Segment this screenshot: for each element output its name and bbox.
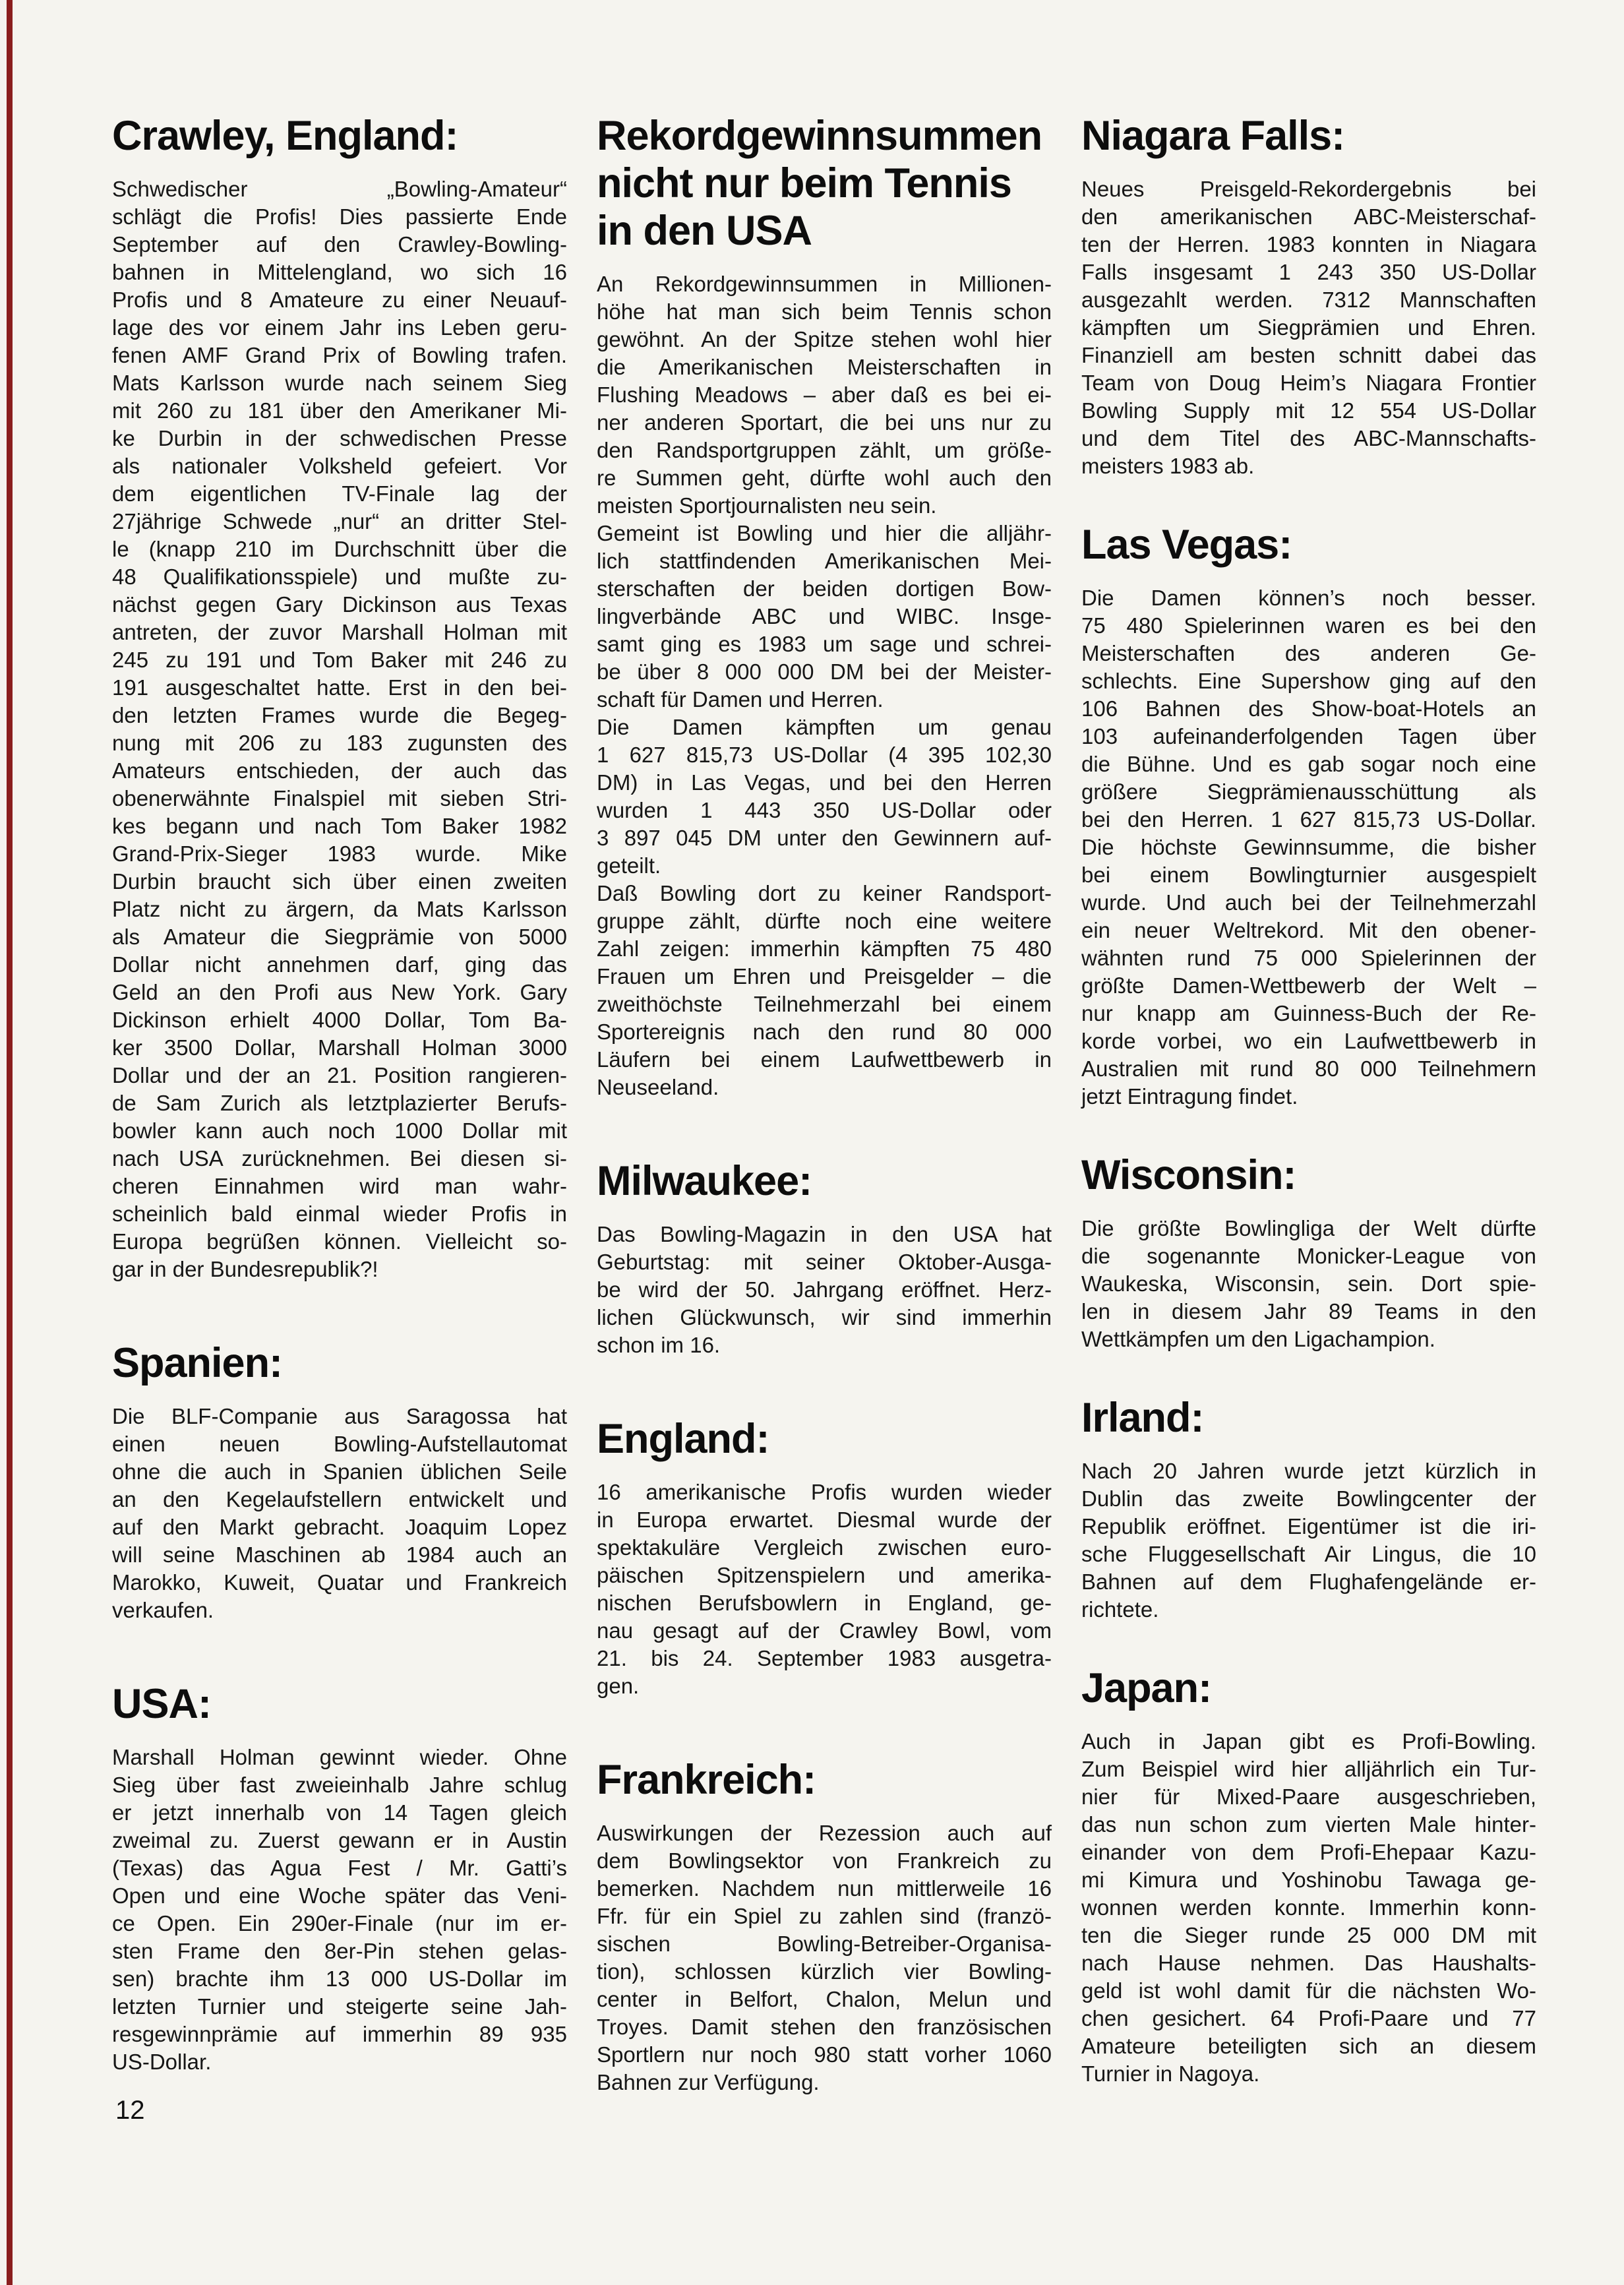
text-line: ker 3500 Dollar, Marshall Holman 3000: [112, 1035, 567, 1060]
text-line: richtete.: [1081, 1597, 1159, 1622]
text-line: Platz nicht zu ärgern, da Mats Karlsson: [112, 897, 567, 921]
page-number: 12: [115, 2096, 145, 2125]
text-line: ce Open. Ein 290er-Finale (nur im er-: [112, 1911, 567, 1935]
text-line: lage des vor einem Jahr ins Leben geru-: [112, 315, 567, 340]
text-line: Marshall Holman gewinnt wieder. Ohne: [112, 1745, 567, 1769]
article-heading: [1081, 1664, 1536, 1712]
text-line: bowler kann auch noch 1000 Dollar mit: [112, 1118, 567, 1143]
column-middle: [597, 112, 1052, 2096]
text-line: nau gesagt auf der Crawley Bowl, vom: [597, 1618, 1052, 1643]
text-line: wurde. Und auch bei der Teilnehmerzahl: [1081, 890, 1536, 915]
text-line: ein neuer Weltrekord. Mit den obener-: [1081, 918, 1536, 942]
article-irland: [1081, 1394, 1536, 1624]
article-crawley-england: [112, 112, 567, 1283]
text-line: Auswirkungen der Rezession auch auf: [597, 1821, 1052, 1845]
article-heading-line: in den USA: [597, 208, 812, 254]
text-line: gar in der Bundesrepublik?!: [112, 1257, 378, 1281]
text-line: schon im 16.: [597, 1333, 721, 1357]
text-line: nur knapp am Guinness-Buch der Re-: [1081, 1001, 1536, 1025]
text-line: DM) in Las Vegas, und bei den Herren: [597, 770, 1052, 795]
article-heading-line: USA:: [112, 1681, 211, 1727]
text-line: als Amateur die Siegprämie von 5000: [112, 925, 567, 949]
text-line: den Randsportgruppen zählt, um größe-: [597, 438, 1052, 462]
article-heading: [1081, 112, 1536, 160]
paragraph: [597, 1478, 1052, 1700]
article-heading-line: Irland:: [1081, 1395, 1204, 1441]
text-line: ohne die auch in Spanien üblichen Seile: [112, 1459, 567, 1484]
text-line: scheinlich bald einmal wieder Profis in: [112, 1202, 567, 1226]
text-line: Dublin das zweite Bowlingcenter der: [1081, 1486, 1536, 1511]
text-line: als nationaler Volksheld gefeiert. Vor: [112, 454, 567, 478]
article-heading-line: Niagara Falls:: [1081, 113, 1345, 159]
article-heading: [597, 1157, 1052, 1205]
text-line: meisten Sportjournalisten neu sein.: [597, 493, 937, 518]
text-line: will seine Maschinen ab 1984 auch an: [112, 1542, 567, 1567]
paragraph: [112, 1744, 567, 2076]
text-line: Republik eröffnet. Eigentümer ist die iri-: [1081, 1514, 1536, 1539]
text-line: gen.: [597, 1674, 640, 1698]
text-line: Amateure beteiligten sich an diesem: [1081, 2034, 1536, 2058]
paragraph: [597, 880, 1052, 1101]
text-line: 16 amerikanische Profis wurden wieder: [597, 1480, 1052, 1504]
text-line: Waukeska, Wisconsin, sein. Dort spie-: [1081, 1271, 1536, 1296]
text-line: kes begann und nach Tom Baker 1982: [112, 814, 567, 838]
text-line: center in Belfort, Chalon, Melun und: [597, 1987, 1052, 2011]
article-heading: [112, 1339, 567, 1387]
text-line: geteilt.: [597, 853, 661, 878]
text-line: 21. bis 24. September 1983 ausgetra-: [597, 1646, 1052, 1670]
text-line: gewöhnt. An der Spitze stehen wohl hier: [597, 327, 1052, 351]
text-line: nischen Berufsbowlern in England, ge-: [597, 1591, 1052, 1615]
text-line: gruppe zählt, dürfte noch eine weitere: [597, 909, 1052, 933]
text-line: Sportlern nur noch 980 statt vorher 1060: [597, 2042, 1052, 2067]
text-line: fenen AMF Grand Prix of Bowling trafen.: [112, 343, 567, 367]
text-line: Daß Bowling dort zu keiner Randsport-: [597, 881, 1052, 905]
text-line: Dickinson erhielt 4000 Dollar, Tom Ba-: [112, 1008, 567, 1032]
text-line: Die Damen können’s noch besser.: [1081, 586, 1536, 610]
text-line: mi Kimura und Yoshinobu Tawaga ge-: [1081, 1868, 1536, 1892]
text-line: Zum Beispiel wird hier alljährlich ein Tur-: [1081, 1757, 1536, 1781]
text-line: cheren Einnahmen wird man wahr-: [112, 1174, 567, 1198]
text-line: schlägt die Profis! Dies passierte Ende: [112, 204, 567, 229]
text-line: letzten Turnier und steigerte seine Jah-: [112, 1994, 567, 2019]
text-line: lich stattfindenden Amerikanischen Mei-: [597, 549, 1052, 573]
text-line: größere Siegprämienausschüttung als: [1081, 779, 1536, 804]
article-heading-line: Spanien:: [112, 1340, 283, 1386]
text-line: Turnier in Nagoya.: [1081, 2061, 1260, 2086]
article-heading: [112, 1680, 567, 1728]
text-line: Die Damen kämpften um genau: [597, 715, 1052, 739]
text-line: Europa begrüßen können. Vielleicht so-: [112, 1229, 567, 1254]
text-line: nung mit 206 zu 183 zugunsten des: [112, 731, 567, 755]
text-line: bahnen in Mittelengland, wo sich 16: [112, 260, 567, 284]
paragraph: [1081, 1457, 1536, 1624]
article-heading: [112, 112, 567, 160]
text-line: größte Damen-Wettbewerb der Welt –: [1081, 973, 1536, 998]
text-line: 3 897 045 DM unter den Gewinnern auf-: [597, 826, 1052, 850]
text-line: Finanziell am besten schnitt dabei das: [1081, 343, 1536, 367]
text-line: Mats Karlsson wurde nach seinem Sieg: [112, 371, 567, 395]
paragraph: [112, 1403, 567, 1624]
text-line: Sportereignis nach den rund 80 000: [597, 1020, 1052, 1044]
text-line: meisters 1983 ab.: [1081, 454, 1255, 478]
paragraph: [1081, 1215, 1536, 1353]
text-line: 191 ausgeschaltet hatte. Erst in den bei-: [112, 675, 567, 700]
text-line: Wettkämpfen um den Ligachampion.: [1081, 1327, 1435, 1351]
text-line: (Texas) das Agua Fest / Mr. Gatti’s: [112, 1856, 567, 1880]
text-line: Falls insgesamt 1 243 350 US-Dollar: [1081, 260, 1536, 284]
text-line: wurden 1 443 350 US-Dollar oder: [597, 798, 1052, 822]
text-line: ke Durbin in der schwedischen Presse: [112, 426, 567, 450]
text-line: bei den Herren. 1 627 815,73 US-Dollar.: [1081, 807, 1536, 832]
article-heading: [597, 112, 1052, 255]
text-line: an den Kegelaufstellern entwickelt und: [112, 1487, 567, 1511]
text-line: Ffr. für ein Spiel zu zahlen sind (franzö-: [597, 1904, 1052, 1928]
text-line: den letzten Frames wurde die Begeg-: [112, 703, 567, 727]
text-line: die sogenannte Monicker-League von: [1081, 1244, 1536, 1268]
text-line: Flushing Meadows – aber daß es bei ei-: [597, 382, 1052, 407]
text-line: Sieg über fast zweieinhalb Jahre schlug: [112, 1773, 567, 1797]
article-rekordgewinnsummen-nicht-nur-beim-tennis-in-den-usa: [597, 112, 1052, 1101]
text-line: Profis und 8 Amateure zu einer Neuauf-: [112, 288, 567, 312]
article-japan: [1081, 1664, 1536, 2088]
text-line: wonnen werden konnte. Immerhin konn-: [1081, 1895, 1536, 1920]
article-heading: [1081, 1151, 1536, 1199]
text-line: nach USA zurücknehmen. Bei diesen si-: [112, 1146, 567, 1171]
paragraph: [597, 520, 1052, 714]
text-line: Amateurs entschieden, der auch das: [112, 758, 567, 783]
text-line: wähnten rund 75 000 Spielerinnen der: [1081, 946, 1536, 970]
paragraph: [597, 1221, 1052, 1359]
text-line: ten der Herren. 1983 konnten in Niagara: [1081, 232, 1536, 257]
article-heading-line: England:: [597, 1416, 769, 1462]
text-line: Durbin braucht sich über einen zweiten: [112, 869, 567, 894]
text-line: September auf den Crawley-Bowling-: [112, 232, 567, 257]
text-line: de Sam Zurich als letztplazierter Berufs-: [112, 1091, 567, 1115]
article-heading-line: nicht nur beim Tennis: [597, 160, 1011, 206]
text-line: er jetzt innerhalb von 14 Tagen gleich: [112, 1800, 567, 1825]
text-line: lingverbände ABC und WIBC. Insge-: [597, 604, 1052, 628]
text-line: dem eigentlichen TV-Finale lag der: [112, 481, 567, 506]
text-line: sterschaften der beiden dortigen Bow-: [597, 576, 1052, 601]
text-line: die Amerikanischen Meisterschaften in: [597, 355, 1052, 379]
text-line: Grand-Prix-Sieger 1983 wurde. Mike: [112, 841, 567, 866]
article-england: [597, 1415, 1052, 1700]
text-line: zweithöchste Teilnehmerzahl bei einem: [597, 992, 1052, 1016]
text-line: Zahl zeigen: immerhin kämpften 75 480: [597, 936, 1052, 961]
text-line: nächst gegen Gary Dickinson aus Texas: [112, 592, 567, 617]
text-line: schaft für Damen und Herren.: [597, 687, 884, 712]
text-line: sche Fluggesellschaft Air Lingus, die 10: [1081, 1542, 1536, 1566]
text-line: 48 Qualifikationsspiele) und mußte zu-: [112, 564, 567, 589]
text-line: samt ging es 1983 um sage und schrei-: [597, 632, 1052, 656]
text-line: auf den Markt gebracht. Joaquim Lopez: [112, 1515, 567, 1539]
paragraph: [597, 714, 1052, 880]
article-niagara-falls: [1081, 112, 1536, 480]
text-line: ten die Sieger runde 25 000 DM mit: [1081, 1923, 1536, 1947]
article-heading-line: Las Vegas:: [1081, 522, 1292, 568]
text-line: An Rekordgewinnsummen in Millionen-: [597, 272, 1052, 296]
text-line: be über 8 000 000 DM bei der Meister-: [597, 659, 1052, 684]
text-line: Gemeint ist Bowling und hier die alljähr-: [597, 521, 1052, 545]
text-line: Neues Preisgeld-Rekordergebnis bei: [1081, 177, 1536, 201]
text-line: den amerikanischen ABC-Meisterschaf-: [1081, 204, 1536, 229]
article-heading-line: Frankreich:: [597, 1757, 816, 1803]
text-line: zweimal zu. Zuerst gewann er in Austin: [112, 1828, 567, 1852]
text-line: bei einem Bowlingturnier ausgespielt: [1081, 863, 1536, 887]
text-line: spektakuläre Vergleich zwischen euro-: [597, 1535, 1052, 1560]
text-line: Bahnen auf dem Flughafengelände er-: [1081, 1569, 1536, 1594]
text-line: Dollar nicht annehmen darf, ging das: [112, 952, 567, 977]
text-line: Team von Doug Heim’s Niagara Frontier: [1081, 371, 1536, 395]
text-line: geld ist wohl damit für die nächsten Wo-: [1081, 1978, 1536, 2003]
text-line: kämpften um Siegprämien und Ehren.: [1081, 315, 1536, 340]
text-line: Das Bowling-Magazin in den USA hat: [597, 1222, 1052, 1246]
text-line: Die höchste Gewinnsumme, die bisher: [1081, 835, 1536, 859]
text-line: päischen Spitzenspielern und amerika-: [597, 1563, 1052, 1587]
text-line: dem Bowlingsektor von Frankreich zu: [597, 1848, 1052, 1873]
text-line: antreten, der zuvor Marshall Holman mit: [112, 620, 567, 644]
article-wisconsin: [1081, 1151, 1536, 1353]
text-line: tion), schlossen kürzlich vier Bowling-: [597, 1959, 1052, 1984]
text-line: le (knapp 210 im Durchschnitt über die: [112, 537, 567, 561]
text-line: einen neuen Bowling-Aufstellautomat: [112, 1432, 567, 1456]
text-line: Neuseeland.: [597, 1075, 719, 1099]
text-line: Bowling Supply mit 12 554 US-Dollar: [1081, 398, 1536, 423]
text-line: 27jährige Schwede „nur“ an dritter Stel-: [112, 509, 567, 533]
text-line: Dollar und der an 21. Position rangieren-: [112, 1063, 567, 1087]
column-right: [1081, 112, 1536, 2088]
text-line: sischen Bowling-Betreiber-Organisa-: [597, 1932, 1052, 1956]
article-heading: [1081, 521, 1536, 568]
article-las-vegas: [1081, 521, 1536, 1111]
text-line: Geburtstag: mit seiner Oktober-Ausga-: [597, 1250, 1052, 1274]
text-line: schlechts. Eine Supershow ging auf den: [1081, 669, 1536, 693]
text-line: Australien mit rund 80 000 Teilnehmern: [1081, 1056, 1536, 1081]
text-line: nier für Mixed-Paare ausgeschrieben,: [1081, 1784, 1536, 1809]
text-line: 1 627 815,73 US-Dollar (4 395 102,30: [597, 743, 1052, 767]
paragraph: [1081, 1728, 1536, 2088]
text-line: 103 aufeinanderfolgenden Tagen über: [1081, 724, 1536, 748]
paragraph: [597, 1819, 1052, 2096]
text-line: US-Dollar.: [112, 2050, 212, 2074]
article-usa: [112, 1680, 567, 2076]
text-line: jetzt Eintragung findet.: [1081, 1084, 1298, 1109]
text-line: die Bühne. Und es gab sogar noch eine: [1081, 752, 1536, 776]
text-line: Schwedischer „Bowling-Amateur“: [112, 177, 567, 201]
paragraph: [1081, 175, 1536, 480]
paragraph: [597, 270, 1052, 520]
article-heading: [597, 1756, 1052, 1804]
article-heading: [597, 1415, 1052, 1463]
article-heading-line: Wisconsin:: [1081, 1152, 1296, 1198]
text-line: Nach 20 Jahren wurde jetzt kürzlich in: [1081, 1459, 1536, 1483]
text-line: korde vorbei, wo ein Laufwettbewerb in: [1081, 1029, 1536, 1053]
article-heading-line: Crawley, England:: [112, 113, 458, 159]
text-line: 245 zu 191 und Tom Baker mit 246 zu: [112, 648, 567, 672]
text-line: Troyes. Damit stehen den französischen: [597, 2015, 1052, 2039]
text-line: Meisterschaften des anderen Ge-: [1081, 641, 1536, 665]
text-line: verkaufen.: [112, 1598, 214, 1622]
article-heading-line: Milwaukee:: [597, 1158, 812, 1204]
text-line: obenerwähnte Finalspiel mit sieben Stri-: [112, 786, 567, 810]
text-line: Bahnen zur Verfügung.: [597, 2070, 820, 2094]
text-line: mit 260 zu 181 über den Amerikaner Mi-: [112, 398, 567, 423]
text-line: re Summen geht, dürfte wohl auch den: [597, 466, 1052, 490]
text-line: Läufern bei einem Laufwettbewerb in: [597, 1047, 1052, 1072]
text-line: einander von dem Profi-Ehepaar Kazu-: [1081, 1840, 1536, 1864]
text-line: sen) brachte ihm 13 000 US-Dollar im: [112, 1966, 567, 1991]
text-line: Open und eine Woche später das Veni-: [112, 1883, 567, 1908]
text-line: das nun schon zum vierten Male hinter-: [1081, 1812, 1536, 1837]
text-line: 75 480 Spielerinnen waren es bei den: [1081, 613, 1536, 638]
text-line: chen gesichert. 64 Profi-Paare und 77: [1081, 2006, 1536, 2030]
column-left: [112, 112, 567, 2076]
article-heading-line: Rekordgewinnsummen: [597, 113, 1042, 159]
text-line: und dem Titel des ABC-Mannschafts-: [1081, 426, 1536, 450]
text-line: sten Frame den 8er-Pin stehen gelas-: [112, 1939, 567, 1963]
article-heading-line: Japan:: [1081, 1665, 1212, 1711]
text-line: höhe hat man sich beim Tennis schon: [597, 299, 1052, 324]
text-line: Frauen um Ehren und Preisgelder – die: [597, 964, 1052, 989]
text-line: ner anderen Sportart, die bei uns nur zu: [597, 410, 1052, 435]
text-line: lichen Glückwunsch, wir sind immerhin: [597, 1305, 1052, 1329]
text-line: resgewinnprämie auf immerhin 89 935: [112, 2022, 567, 2046]
text-line: nach Hause nehmen. Das Haushalts-: [1081, 1951, 1536, 1975]
paragraph: [112, 175, 567, 1283]
paragraph: [1081, 584, 1536, 1111]
text-line: 106 Bahnen des Show-boat-Hotels an: [1081, 696, 1536, 721]
article-spanien: [112, 1339, 567, 1624]
text-line: Geld an den Profi aus New York. Gary: [112, 980, 567, 1004]
page-spine-line: [7, 0, 13, 2285]
text-line: ausgezahlt werden. 7312 Mannschaften: [1081, 288, 1536, 312]
article-heading: [1081, 1394, 1536, 1442]
text-line: be wird der 50. Jahrgang eröffnet. Herz-: [597, 1277, 1052, 1302]
text-line: Auch in Japan gibt es Profi-Bowling.: [1081, 1729, 1536, 1753]
text-line: Marokko, Kuweit, Quatar und Frankreich: [112, 1570, 567, 1595]
text-line: Die größte Bowlingliga der Welt dürfte: [1081, 1216, 1536, 1240]
text-line: bemerken. Nachdem nun mittlerweile 16: [597, 1876, 1052, 1901]
article-frankreich: [597, 1756, 1052, 2096]
text-line: len in diesem Jahr 89 Teams in den: [1081, 1299, 1536, 1324]
text-line: Die BLF-Companie aus Saragossa hat: [112, 1404, 567, 1428]
article-milwaukee: [597, 1157, 1052, 1359]
text-line: in Europa erwartet. Diesmal wurde der: [597, 1508, 1052, 1532]
